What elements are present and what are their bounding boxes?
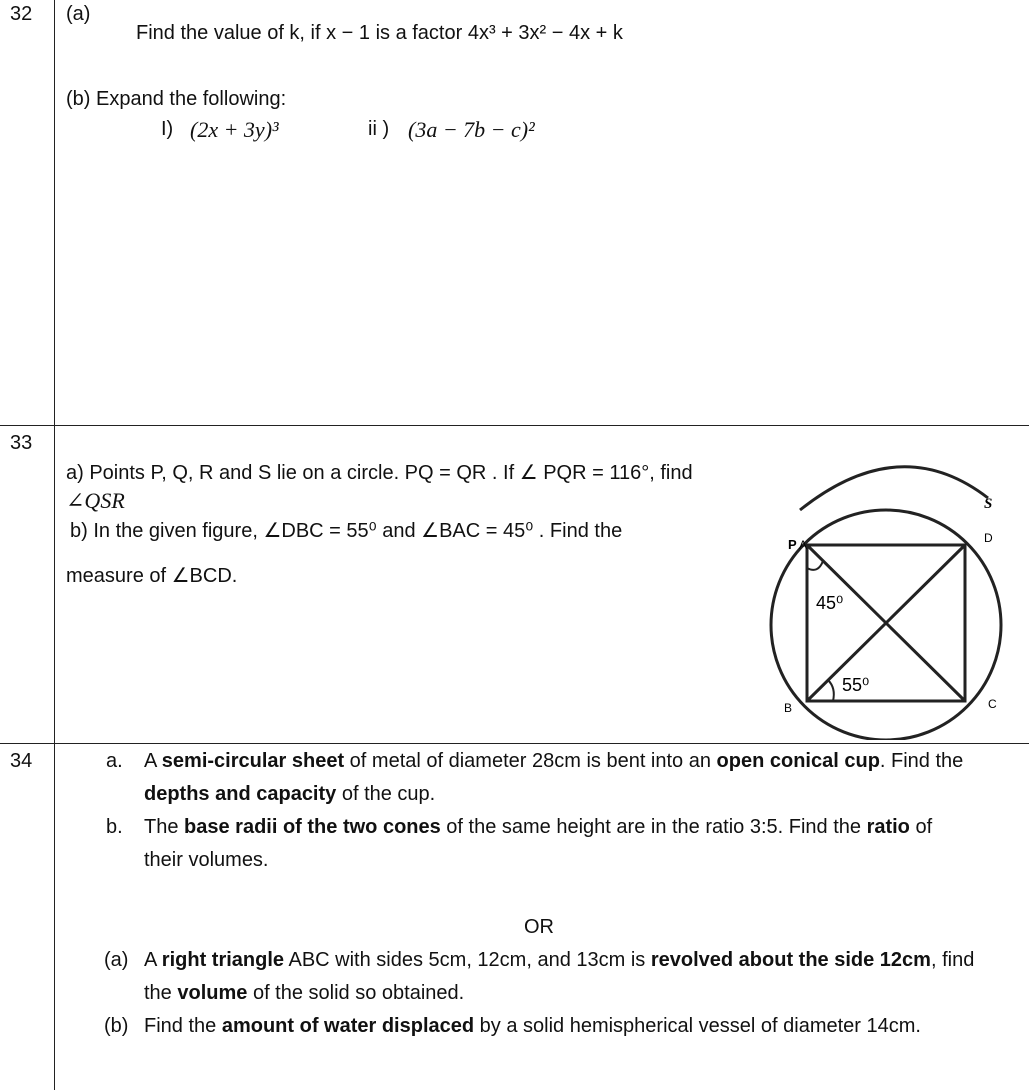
q32-b-i-expression: (2x + 3y)³: [190, 117, 279, 142]
q32-b-label: (b) Expand the following:: [66, 88, 287, 110]
angle-label-45: 45⁰: [816, 593, 844, 613]
q34-a-line1: A semi-circular sheet of metal of diameter 28cm is bent into an open conical cup. Find the: [144, 750, 964, 772]
q34-b-line2: their volumes.: [144, 849, 269, 871]
label-c: C: [988, 697, 997, 711]
q32-b-ii-label: ii ): [368, 118, 390, 140]
q33-b-line1: b) In the given figure, ∠DBC = 55⁰ and ∠BAC = 45⁰ . Find the: [70, 520, 623, 542]
q34-b-line1: The base radii of the two cones of the same height are in the ratio 3:5. Find the ratio of: [144, 816, 933, 838]
q32-a-label: (a): [66, 3, 91, 25]
q33-a-line1: a) Points P, Q, R and S lie on a circle. PQ = QR . If ∠ PQR = 116°, find: [66, 462, 693, 484]
label-b: B: [784, 701, 793, 715]
angle-label-55: 55⁰: [842, 675, 870, 695]
q32-b-ii-expression: (3a − 7b − c)²: [408, 117, 535, 142]
row-divider-33: [0, 425, 1029, 426]
question-number-32: 32: [10, 3, 33, 25]
row-divider-34: [0, 743, 1029, 744]
angle-arc-bac: [807, 561, 823, 570]
table-column-divider: [54, 0, 55, 1090]
cyclic-quadrilateral-figure: [760, 450, 1020, 740]
q34-a-marker: a.: [106, 750, 123, 772]
label-d: D: [984, 531, 993, 545]
q34-or-a-marker: (a): [104, 949, 129, 971]
label-s: S: [984, 496, 993, 512]
q34-a-line2: depths and capacity of the cup.: [144, 783, 436, 805]
q34-or-a-line2: the volume of the solid so obtained.: [144, 982, 465, 1004]
question-number-33: 33: [10, 432, 33, 454]
arc-s: [800, 467, 988, 510]
q34-or-b-line1: Find the amount of water displaced by a solid hemispherical vessel of diameter 14cm.: [144, 1015, 921, 1037]
q32-b-i-label: I): [161, 118, 174, 140]
q34-or-a-line1: A right triangle ABC with sides 5cm, 12cm, and 13cm is revolved about the side 12cm, find: [144, 949, 975, 971]
label-a: A: [799, 538, 808, 552]
q33-a-line2: ∠QSR: [66, 488, 125, 513]
q34-b-marker: b.: [106, 816, 123, 838]
angle-arc-dbc: [828, 680, 834, 701]
q32-a-text: Find the value of k, if x − 1 is a factor 4x³ + 3x² − 4x + k: [136, 22, 623, 44]
q33-b-line2: measure of ∠BCD.: [66, 565, 238, 587]
q34-or-b-marker: (b): [104, 1015, 129, 1037]
label-p: P: [788, 537, 797, 552]
or-separator: OR: [524, 916, 554, 938]
question-number-34: 34: [10, 750, 33, 772]
